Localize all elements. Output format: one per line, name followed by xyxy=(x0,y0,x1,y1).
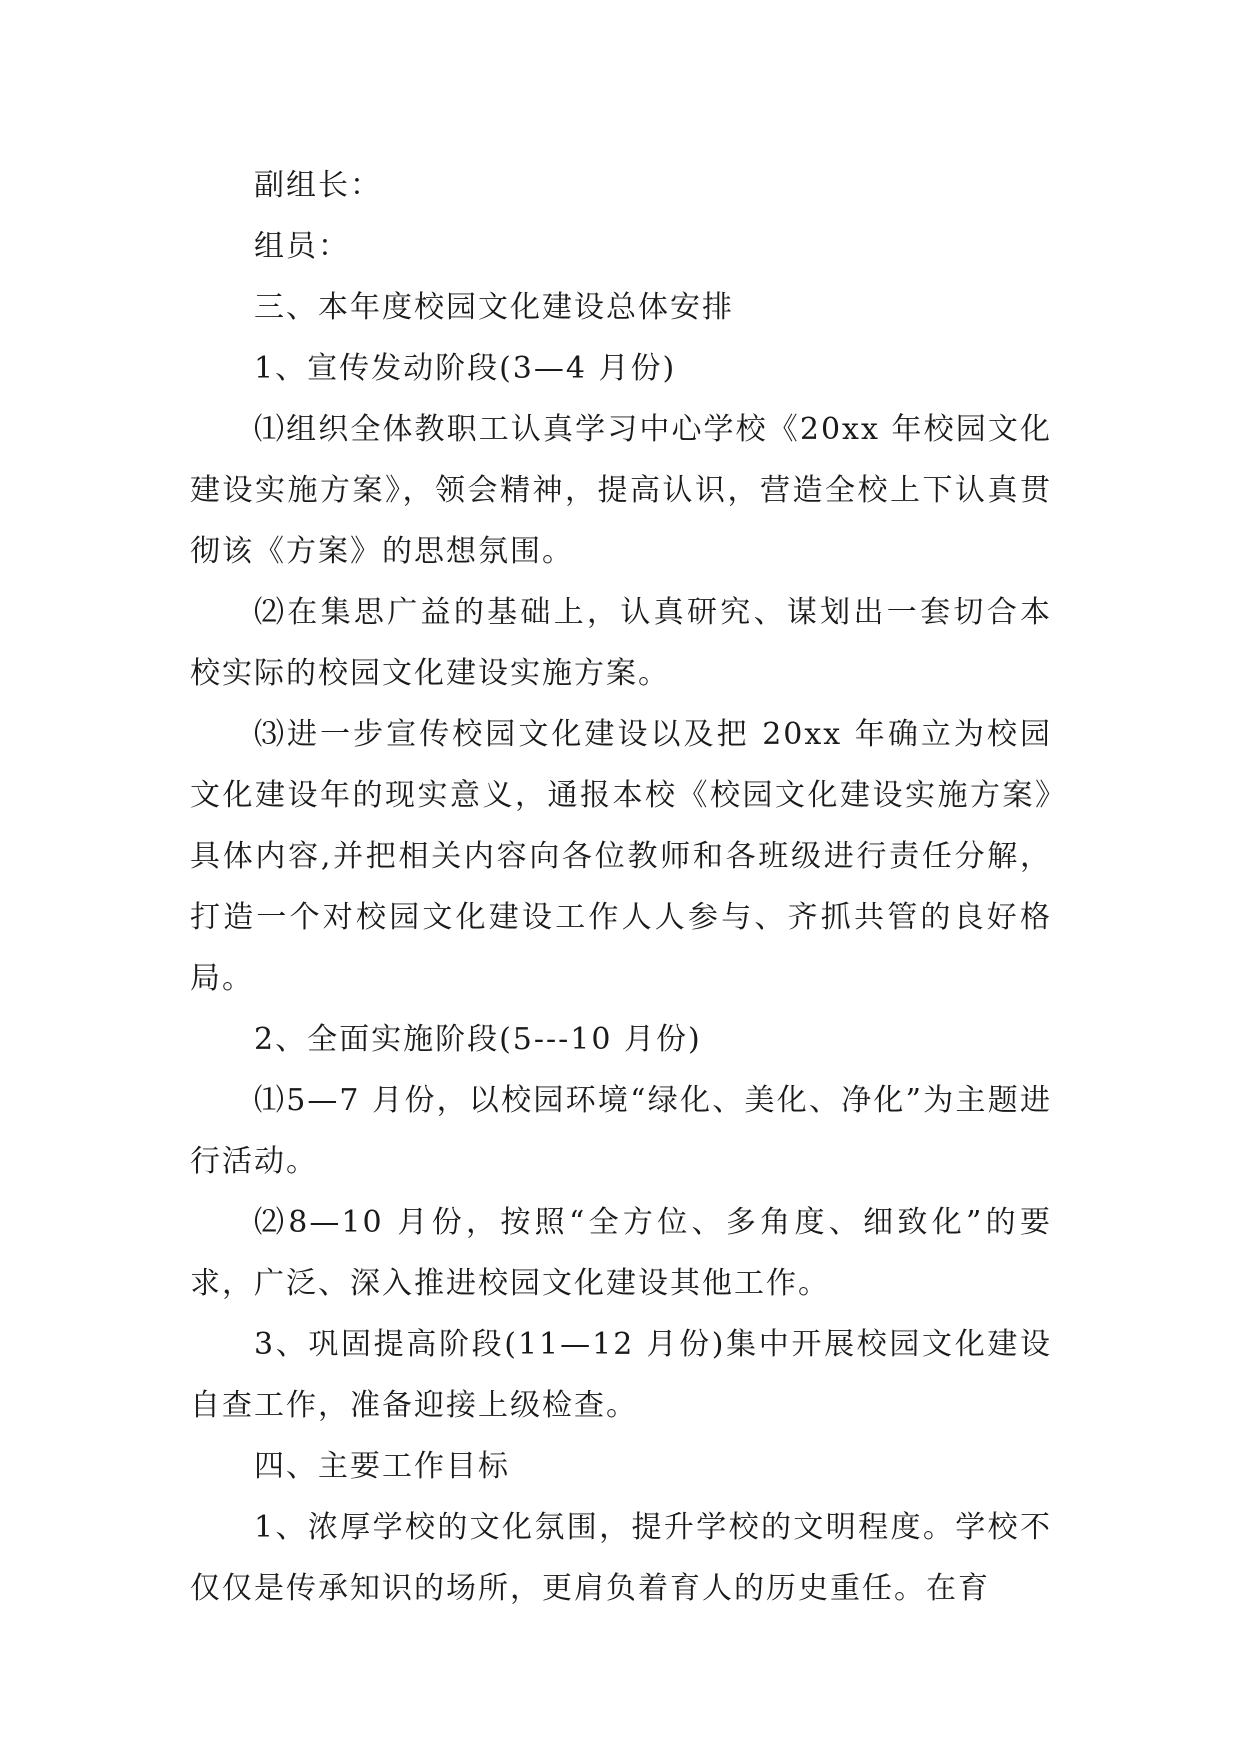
document-page xyxy=(190,155,1052,1619)
paragraph-stage1-item3: ⑶进一步宣传校园文化建设以及把 20xx 年确立为校园文化建设年的现实意义，通报本校《校园文化建设实施方案》具体内容,并把相关内容向各位教师和各班级进行责任分解，打造一个对校园文化建设工作人人参与、齐抓共管的良好格局。 xyxy=(190,717,1052,996)
section-heading-4: 四、主要工作目标 xyxy=(254,1449,510,1484)
paragraph-members: 组员： xyxy=(254,229,350,264)
stage-heading-1: 1、宣传发动阶段(3—4 月份) xyxy=(254,351,677,386)
paragraph-deputy-leader: 副组长： xyxy=(254,168,382,203)
paragraph-stage1-item1: ⑴组织全体教职工认真学习中心学校《20xx 年校园文化建设实施方案》，领会精神，提高认识，营造全校上下认真贯彻该《方案》的思想氛围。 xyxy=(190,412,1052,569)
paragraph-stage1-item2: ⑵在集思广益的基础上，认真研究、谋划出一套切合本校实际的校园文化建设实施方案。 xyxy=(190,595,1052,691)
paragraph-stage2-item1: ⑴5—7 月份，以校园环境“绿化、美化、净化”为主题进行活动。 xyxy=(190,1083,1052,1179)
stage-heading-2: 2、全面实施阶段(5---10 月份) xyxy=(254,1022,702,1057)
paragraph-stage3: 3、巩固提高阶段(11—12 月份)集中开展校园文化建设自查工作，准备迎接上级检查。 xyxy=(190,1327,1052,1423)
paragraph-stage2-item2: ⑵8—10 月份，按照“全方位、多角度、细致化”的要求，广泛、深入推进校园文化建设其他工作。 xyxy=(190,1205,1052,1301)
section-heading-3: 三、本年度校园文化建设总体安排 xyxy=(254,290,734,325)
paragraph-goal-1: 1、浓厚学校的文化氛围，提升学校的文明程度。学校不仅仅是传承知识的场所，更肩负着育人的历史重任。在育 xyxy=(190,1510,1052,1606)
